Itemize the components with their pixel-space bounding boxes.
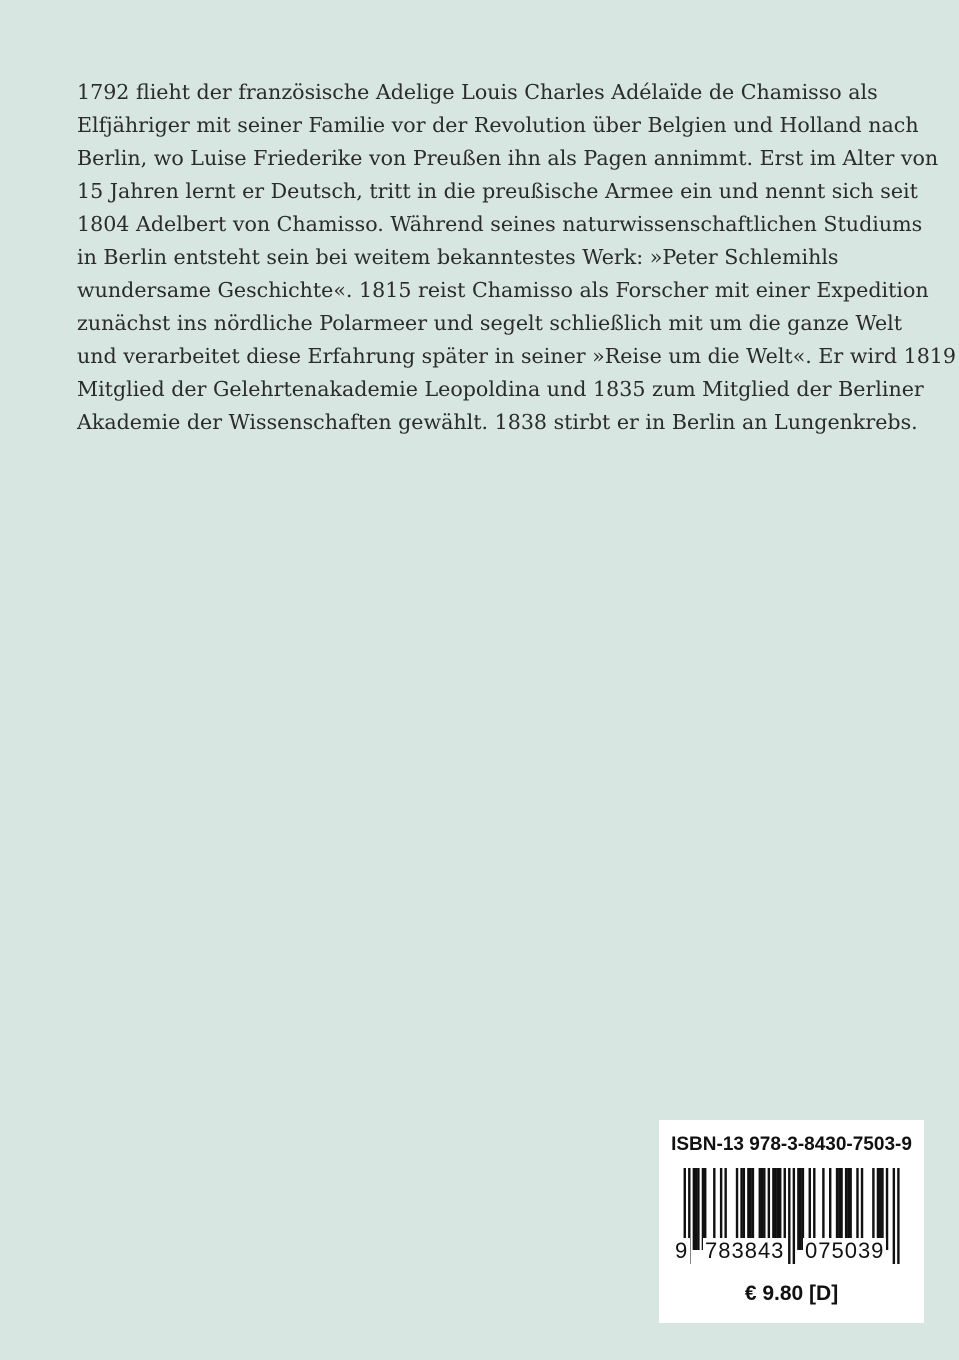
barcode-digits-right: 075039: [805, 1238, 885, 1263]
isbn-number: ISBN-13 978-3-8430-7503-9: [671, 1134, 912, 1155]
barcode-bar: [788, 1168, 790, 1264]
biography-line: 15 Jahren lernt er Deutsch, tritt in die preußische Armee ein und nennt sich seit: [77, 179, 918, 203]
biography-line: zunächst ins nördliche Polarmeer und segelt schließlich mit um die ganze Welt: [77, 311, 903, 335]
biography-line: Akademie der Wissenschaften gewählt. 1838 stirbt er in Berlin an Lungenkrebs.: [77, 410, 918, 434]
barcode-bar: [793, 1168, 795, 1264]
biography-line: wundersame Geschichte«. 1815 reist Chamisso als Forscher mit einer Expedition: [77, 278, 929, 302]
barcode-bar: [695, 1168, 697, 1250]
biography-line: Elfjähriger mit seiner Familie vor der Revolution über Belgien und Holland nach: [77, 113, 919, 137]
barcode-digits-left: 783843: [705, 1238, 785, 1263]
barcode-bar: [893, 1168, 895, 1264]
barcode-bar: [897, 1168, 899, 1264]
biography-line: 1804 Adelbert von Chamisso. Während seines naturwissenschaftlichen Studiums: [77, 212, 923, 236]
barcode-bar: [693, 1168, 695, 1250]
isbn-barcode-panel: [659, 1120, 924, 1323]
price-label: € 9.80 [D]: [744, 1282, 839, 1305]
author-biography: [77, 76, 957, 439]
biography-line: 1792 flieht der französische Adelige Louis Charles Adélaïde de Chamisso als: [77, 80, 878, 104]
biography-line: Mitglied der Gelehrtenakademie Leopoldina und 1835 zum Mitglied der Berliner: [77, 377, 924, 401]
biography-line: in Berlin entsteht sein bei weitem bekanntestes Werk: »Peter Schlemihls: [77, 245, 839, 269]
biography-line: Berlin, wo Luise Friederike von Preußen ihn als Pagen annimmt. Erst im Alter von: [77, 146, 939, 170]
biography-line: und verarbeitet diese Erfahrung später in seiner »Reise um die Welt«. Er wird 1819: [77, 344, 957, 368]
barcode-digit-first: 9: [675, 1238, 689, 1263]
barcode-bar: [799, 1168, 801, 1250]
barcode-bar: [697, 1168, 699, 1250]
barcode-bar: [797, 1168, 799, 1250]
